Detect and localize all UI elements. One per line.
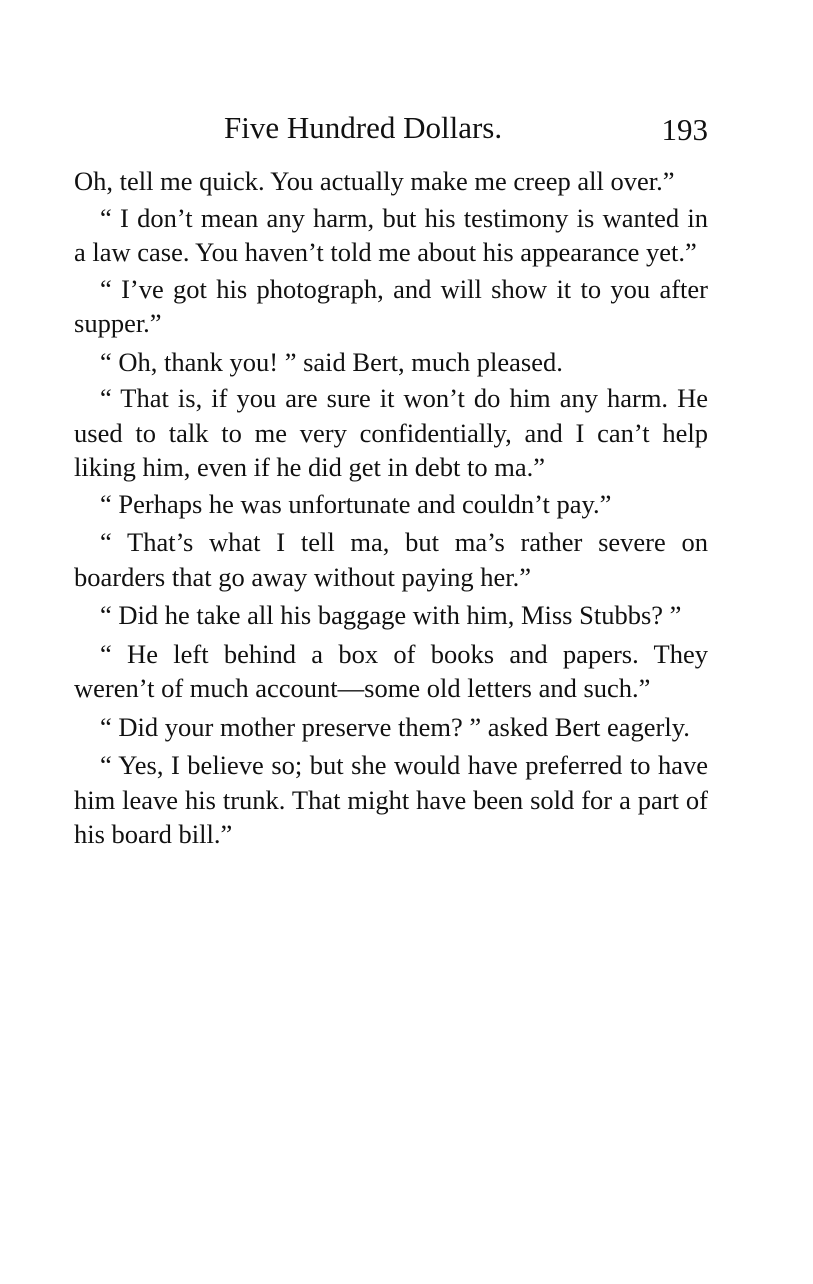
page-number: 193 [661,112,708,147]
paragraph: “ That’s what I tell ma, but ma’s rather severe on boarders that go away without paying her.” [74,527,708,592]
paragraph: “ Perhaps he was unfortunate and couldn’t pay.” [100,488,612,519]
paragraph: “ I’ve got his photograph, and will show it to you after supper.” [74,273,708,338]
paragraph: “ Did he take all his baggage with him, Miss Stubbs? ” [100,600,682,630]
paragraph: “ He left behind a box of books and papers. They weren’t of much account—some old letters and such.” [74,638,708,703]
running-title: Five Hundred Dollars. [224,110,503,145]
running-head [74,108,708,152]
paragraph: “ Did your mother preserve them? ” asked Bert eagerly. [100,711,690,742]
paragraph: “ Yes, I believe so; but she would have preferred to have him leave his trunk. That might have been sold for a part of his board bill.” [74,750,708,849]
paragraph: “ That is, if you are sure it won’t do him any harm. He used to talk to me very confidentially, and I can’t help liking him, even if he did get in debt to ma.” [74,383,708,482]
body-text [74,164,708,854]
paragraph: “ Oh, thank you! ” said Bert, much pleased. [100,346,563,377]
paragraph: “ I don’t mean any harm, but his testimony is wanted in a law case. You haven’t told me about his appearance yet.” [74,202,708,267]
paragraph: Oh, tell me quick. You actually make me creep all over.” [74,166,675,196]
